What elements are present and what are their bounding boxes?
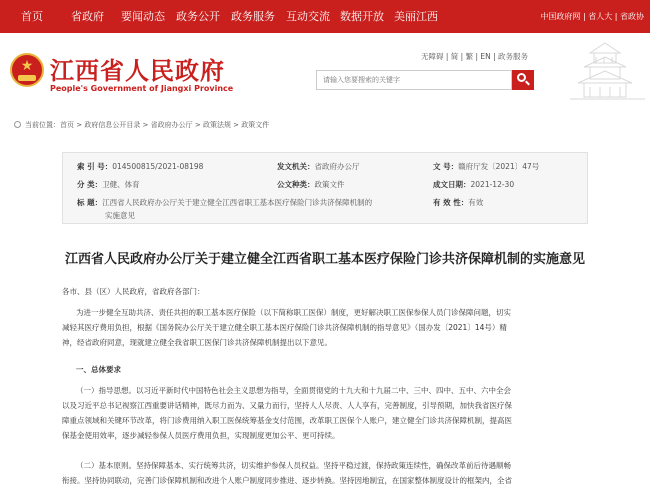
nav-interaction[interactable]: 互动交流 [286, 10, 330, 23]
header-links[interactable]: 无障碍 | 简 | 繁 | EN | 政务服务 [421, 52, 529, 61]
breadcrumb [14, 120, 269, 130]
paragraph-2-line-3: 障重点领域和关键环节改革，将门诊费用纳入职工医保统筹基金支付范围，改革职工医保个人账户，建立健全门诊共济保障机制，提高医 [62, 416, 512, 425]
paragraph-3-line-2: 衔接。坚持协同联动，完善门诊保障机制和改进个人账户制度同步推进、逐步转换。坚持因地制宜，在国家整体制度设计的框架内，全省 [62, 476, 512, 485]
meta-index: 索 引 号：014500815/2021-08198 [77, 162, 204, 171]
breadcrumb-path[interactable]: 首页 > 政府信息公开目录 > 省政府办公厅 > 政策法规 > 政策文件 [60, 121, 270, 129]
paragraph-1-line-2: 减轻其医疗费用负担，根据《国务院办公厅关于建立健全职工基本医疗保险门诊共济保障机制的指导意见》（国办发〔2021〕14号）精 [62, 323, 507, 332]
nav-home[interactable]: 首页 [21, 10, 43, 23]
site-name-english: People's Government of Jiangxi Province [50, 84, 234, 93]
document-title: 江西省人民政府办公厅关于建立健全江西省职工基本医疗保险门诊共济保障机制的实施意见 [64, 252, 585, 267]
search-button[interactable] [512, 70, 534, 90]
nav-provincial-government[interactable]: 省政府 [71, 10, 104, 23]
meta-document-number: 文 号：赣府厅发〔2021〕47号 [433, 162, 540, 171]
meta-validity: 有 效 性：有效 [433, 198, 484, 207]
meta-subject-continued: 实施意见 [105, 211, 135, 220]
national-emblem-icon: ★ [10, 53, 44, 87]
paragraph-1-line-1: 为进一步健全互助共济、责任共担的职工基本医疗保险（以下简称职工医保）制度，更好解决职工医保参保人员门诊保障问题，切实 [76, 308, 511, 317]
meta-subject: 标 题：江西省人民政府办公厅关于建立健全江西省职工基本医疗保险门诊共济保障机制的 [77, 198, 373, 207]
site-header [0, 33, 650, 113]
salutation: 各市、县（区）人民政府，省政府各部门： [62, 287, 205, 296]
nav-beautiful-jiangxi[interactable]: 美丽江西 [394, 10, 438, 23]
nav-news[interactable]: 要闻动态 [121, 10, 165, 23]
location-icon [14, 121, 21, 128]
site-name[interactable]: 江西省人民政府 [50, 57, 225, 85]
paragraph-2-line-1: （一）指导思想。以习近平新时代中国特色社会主义思想为指导，全面贯彻党的十九大和十九届二中、三中、四中、五中、六中全会 [76, 386, 511, 395]
meta-document-type: 公文种类：政策文件 [277, 180, 345, 189]
section-heading-1: 一、总体要求 [76, 365, 121, 374]
breadcrumb-prefix: 当前位置： [25, 121, 60, 129]
document-metadata [62, 152, 588, 224]
utility-links[interactable]: 中国政府网 | 省人大 | 省政协 [540, 12, 644, 21]
search-input[interactable]: 请输入您要搜索的关键字 [316, 70, 512, 90]
top-navigation [0, 0, 650, 33]
pavilion-decoration-icon [560, 33, 650, 113]
meta-issuing-org: 发文机关：省政府办公厅 [277, 162, 360, 171]
meta-category: 分 类：卫健、体育 [77, 180, 140, 189]
meta-written-date: 成文日期：2021-12-30 [433, 180, 515, 189]
nav-government-affairs-openness[interactable]: 政务公开 [176, 10, 220, 23]
nav-open-data[interactable]: 数据开放 [340, 10, 384, 23]
paragraph-1-line-3: 神，经省政府同意，现就建立健全我省职工医保门诊共济保障机制提出以下意见。 [62, 338, 332, 347]
paragraph-2-line-2: 以及习近平总书记视察江西重要讲话精神，既尽力而为、又量力而行，坚持人人尽责、人人享有，完善制度，引导预期，加快我省医疗保 [62, 401, 512, 410]
paragraph-3-line-1: （二）基本原则。坚持保障基本、实行统筹共济，切实维护参保人员权益。坚持平稳过渡，保持政策连续性，确保改革前后待遇顺畅 [76, 461, 511, 470]
nav-government-services[interactable]: 政务服务 [231, 10, 275, 23]
paragraph-2-line-4: 保基金使用效率，逐步减轻参保人员医疗费用负担，实现制度更加公平、更可持续。 [62, 431, 340, 440]
